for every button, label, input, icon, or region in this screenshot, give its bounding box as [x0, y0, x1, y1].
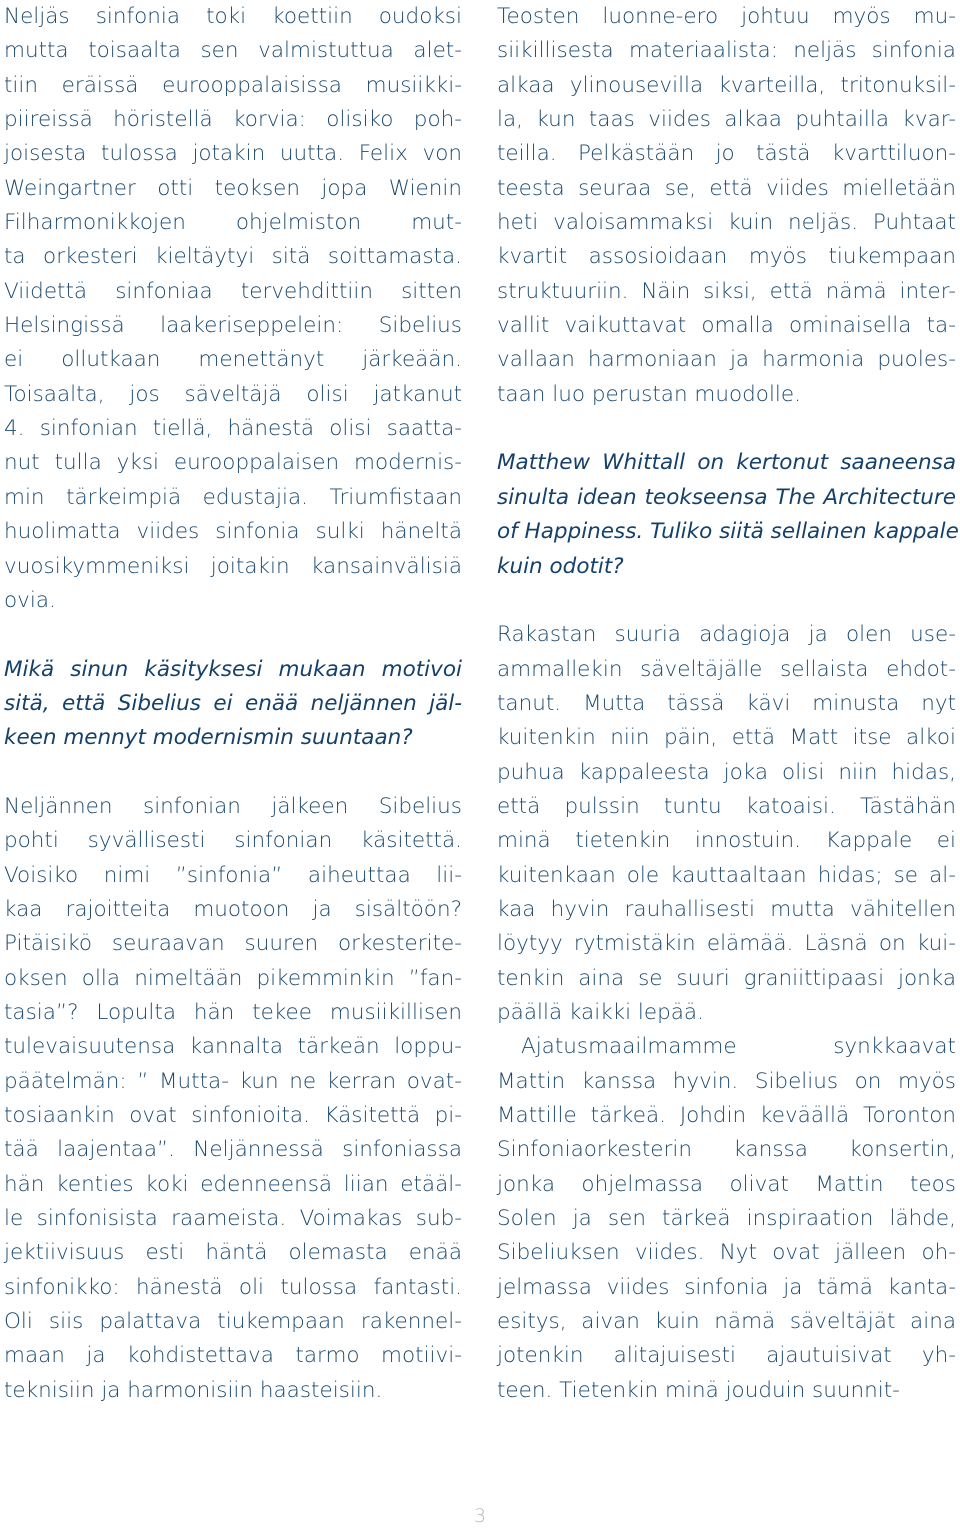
text-line: ovia.: [4, 587, 56, 613]
text-line: vallaan harmoniaan ja harmonia puoles-: [497, 347, 956, 373]
text-line: nut tulla yksi eurooppalaisen modernis-: [4, 450, 462, 476]
text-line: Rakastan suuria adagioja ja olen use-: [497, 622, 956, 648]
text-line: mutta toisaalta sen valmistuttua alet-: [4, 38, 462, 64]
interview-answer-paragraph: [4, 0, 462, 618]
text-line: kuitenkin niin päin, että Matt itse alkoi: [497, 725, 956, 751]
text-line: kaa rajoitteita muotoon ja sisältöön?: [4, 896, 462, 922]
text-line: pohti syvällisesti sinfonian käsitettä.: [4, 828, 462, 854]
text-line: Sibeliuksen viides. Nyt ovat jälleen oh-: [497, 1240, 956, 1266]
text-line: Neljäs sinfonia toki koettiin oudoksi: [4, 4, 462, 29]
text-line: tiin eräissä eurooppalaisissa musiikki-: [4, 72, 462, 98]
left-column: [4, 0, 462, 1408]
text-line: ei ollutkaan menettänyt järkeään.: [4, 347, 462, 373]
text-line: oksen olla nimeltään pikemminkin ”fan-: [4, 965, 462, 991]
text-line: puhua kappaleesta joka olisi niin hidas,: [497, 759, 956, 785]
text-line: heti valoisammaksi kuin neljäs. Puhtaat: [497, 210, 956, 236]
question-line: keen mennyt modernismin suuntaan?: [4, 725, 413, 751]
text-line: minä tietenkin innostuin. Kappale ei: [497, 828, 956, 854]
text-line: Ajatusmaailmamme synkkaavat: [521, 1034, 956, 1060]
text-line: Helsingissä laakeriseppelein: Sibelius: [4, 313, 462, 339]
text-line: sinfonikko: hänestä oli tulossa fantasti.: [4, 1274, 462, 1300]
text-line: alkaa ylinousevilla kvarteilla, tritonuksil-: [497, 72, 956, 98]
interview-question: [497, 446, 959, 583]
text-line: että pulssin tuntu katoaisi. Tästähän: [497, 793, 956, 819]
question-line: sitä, että Sibelius ei enää neljännen jäl-: [4, 690, 462, 716]
text-line: jektiivisuus esti häntä olemasta enää: [4, 1240, 462, 1266]
text-line: päällä kaikki lepää.: [497, 999, 704, 1025]
text-line: taan luo perustan muodolle.: [497, 381, 801, 407]
text-line: Voisiko nimi ”sinfonia” aiheuttaa lii-: [4, 862, 462, 888]
text-line: tasia”? Lopulta hän tekee musiikillisen: [4, 999, 462, 1025]
text-line: maan ja kohdistettava tarmo motiivi-: [4, 1343, 462, 1369]
text-line: Neljännen sinfonian jälkeen Sibelius: [4, 793, 462, 819]
text-line: esitys, aivan kuin nämä säveltäjät aina: [497, 1309, 956, 1335]
question-line: sinulta idean teokseensa The Architecture: [497, 484, 956, 510]
text-line: tenkin aina se suuri graniittipaasi jonka: [497, 965, 956, 991]
text-line: jotenkin alitajuisesti ajautuisivat yh-: [497, 1343, 956, 1369]
text-line: jonka ohjelmassa olivat Mattin teos: [497, 1171, 956, 1197]
text-line: Weingartner otti teoksen jopa Wienin: [4, 175, 462, 201]
interview-answer-paragraph: [4, 790, 462, 1408]
text-line: tosiaankin ovat sinfonioita. Käsitettä pi-: [4, 1103, 462, 1128]
question-line: of Happiness. Tuliko siitä sellainen kappale: [497, 519, 959, 545]
text-line: tanut. Mutta tässä kävi minusta nyt: [497, 690, 956, 716]
text-line: tulevaisuutensa kannalta tärkeän loppu-: [4, 1034, 462, 1060]
paragraph-gap: [497, 412, 956, 446]
text-line: Filharmonikkojen ohjelmiston mut-: [4, 210, 462, 236]
text-line: Toisaalta, jos säveltäjä olisi jatkanut: [4, 381, 462, 407]
paragraph-gap: [4, 756, 462, 790]
text-line: 4. sinfonian tiellä, hänestä olisi saatta-: [4, 416, 462, 442]
question-line: Matthew Whittall on kertonut saaneensa: [497, 450, 956, 476]
text-line: Mattille tärkeä. Johdin keväällä Toronton: [497, 1103, 956, 1128]
paragraph-gap: [4, 618, 462, 652]
text-line: tää laajentaa”. Neljännessä sinfoniassa: [4, 1137, 462, 1163]
text-line: teknisiin ja harmonisiin haasteisiin.: [4, 1377, 383, 1403]
text-line: päätelmän: ” Mutta- kun ne kerran ovat-: [4, 1068, 462, 1094]
text-line: Solen ja sen tärkeä inspiraation lähde,: [497, 1206, 956, 1232]
interview-answer-paragraph: [497, 618, 956, 1030]
text-line: löytyy rytmistäkin elämää. Läsnä on kui-: [497, 931, 956, 957]
text-line: le sinfonisista raameista. Voimakas sub-: [4, 1206, 462, 1232]
interview-answer-paragraph: [497, 0, 956, 412]
text-line: huolimatta viides sinfonia sulki häneltä: [4, 519, 462, 545]
text-line: la, kun taas viides alkaa puhtailla kvar-: [497, 107, 956, 133]
text-line: Oli siis palattava tiukempaan rakennel-: [4, 1309, 462, 1335]
text-line: kvartit assosioidaan myös tiukempaan: [497, 244, 956, 270]
text-line: ta orkesteri kieltäytyi sitä soittamasta.: [4, 244, 462, 270]
page-number: 3: [473, 1505, 487, 1527]
interview-answer-paragraph: [497, 1030, 956, 1408]
text-line: kuitenkaan ole kauttaaltaan hidas; se al-: [497, 862, 956, 888]
text-line: Mattin kanssa hyvin. Sibelius on myös: [497, 1068, 956, 1094]
interview-question: [4, 653, 462, 756]
text-line: Pitäisikö seuraavan suuren orkesterite-: [4, 931, 462, 957]
text-line: hän kenties koki edenneensä liian etääl-: [4, 1171, 462, 1197]
text-line: Sinfoniaorkesterin kanssa konsertin,: [497, 1137, 956, 1163]
text-line: Viidettä sinfoniaa tervehdittiin sitten: [4, 278, 462, 304]
text-line: ammallekin säveltäjälle sellaista ehdot-: [497, 656, 956, 682]
text-line: siikillisesta materiaalista: neljäs sinfonia: [497, 38, 956, 64]
text-line: struktuuriin. Näin siksi, että nämä inter-: [497, 278, 956, 304]
text-line: teen. Tietenkin minä jouduin suunnit-: [497, 1377, 900, 1403]
text-line: jelmassa viides sinfonia ja tämä kanta-: [497, 1274, 956, 1300]
text-line: piireissä höristellä korvia: olisiko poh-: [4, 107, 462, 133]
text-line: joisesta tulossa jotakin uutta. Felix von: [4, 141, 462, 167]
text-line: kaa hyvin rauhallisesti mutta vähitellen: [497, 896, 956, 922]
question-line: Mikä sinun käsityksesi mukaan motivoi: [4, 656, 462, 682]
text-line: Teosten luonne-ero johtuu myös mu-: [497, 4, 956, 29]
question-line: kuin odotit?: [497, 553, 624, 579]
text-line: vuosikymmeniksi joitakin kansainvälisiä: [4, 553, 462, 579]
text-line: min tärkeimpiä edustajia. Triumfistaan: [4, 484, 462, 510]
text-line: vallit vaikuttavat omalla ominaisella ta-: [497, 313, 956, 339]
text-line: teesta seuraa se, että viides mielletään: [497, 175, 956, 201]
right-column: [497, 0, 959, 1408]
text-line: teilla. Pelkästään jo tästä kvarttiluon-: [497, 141, 956, 167]
paragraph-gap: [497, 584, 956, 618]
